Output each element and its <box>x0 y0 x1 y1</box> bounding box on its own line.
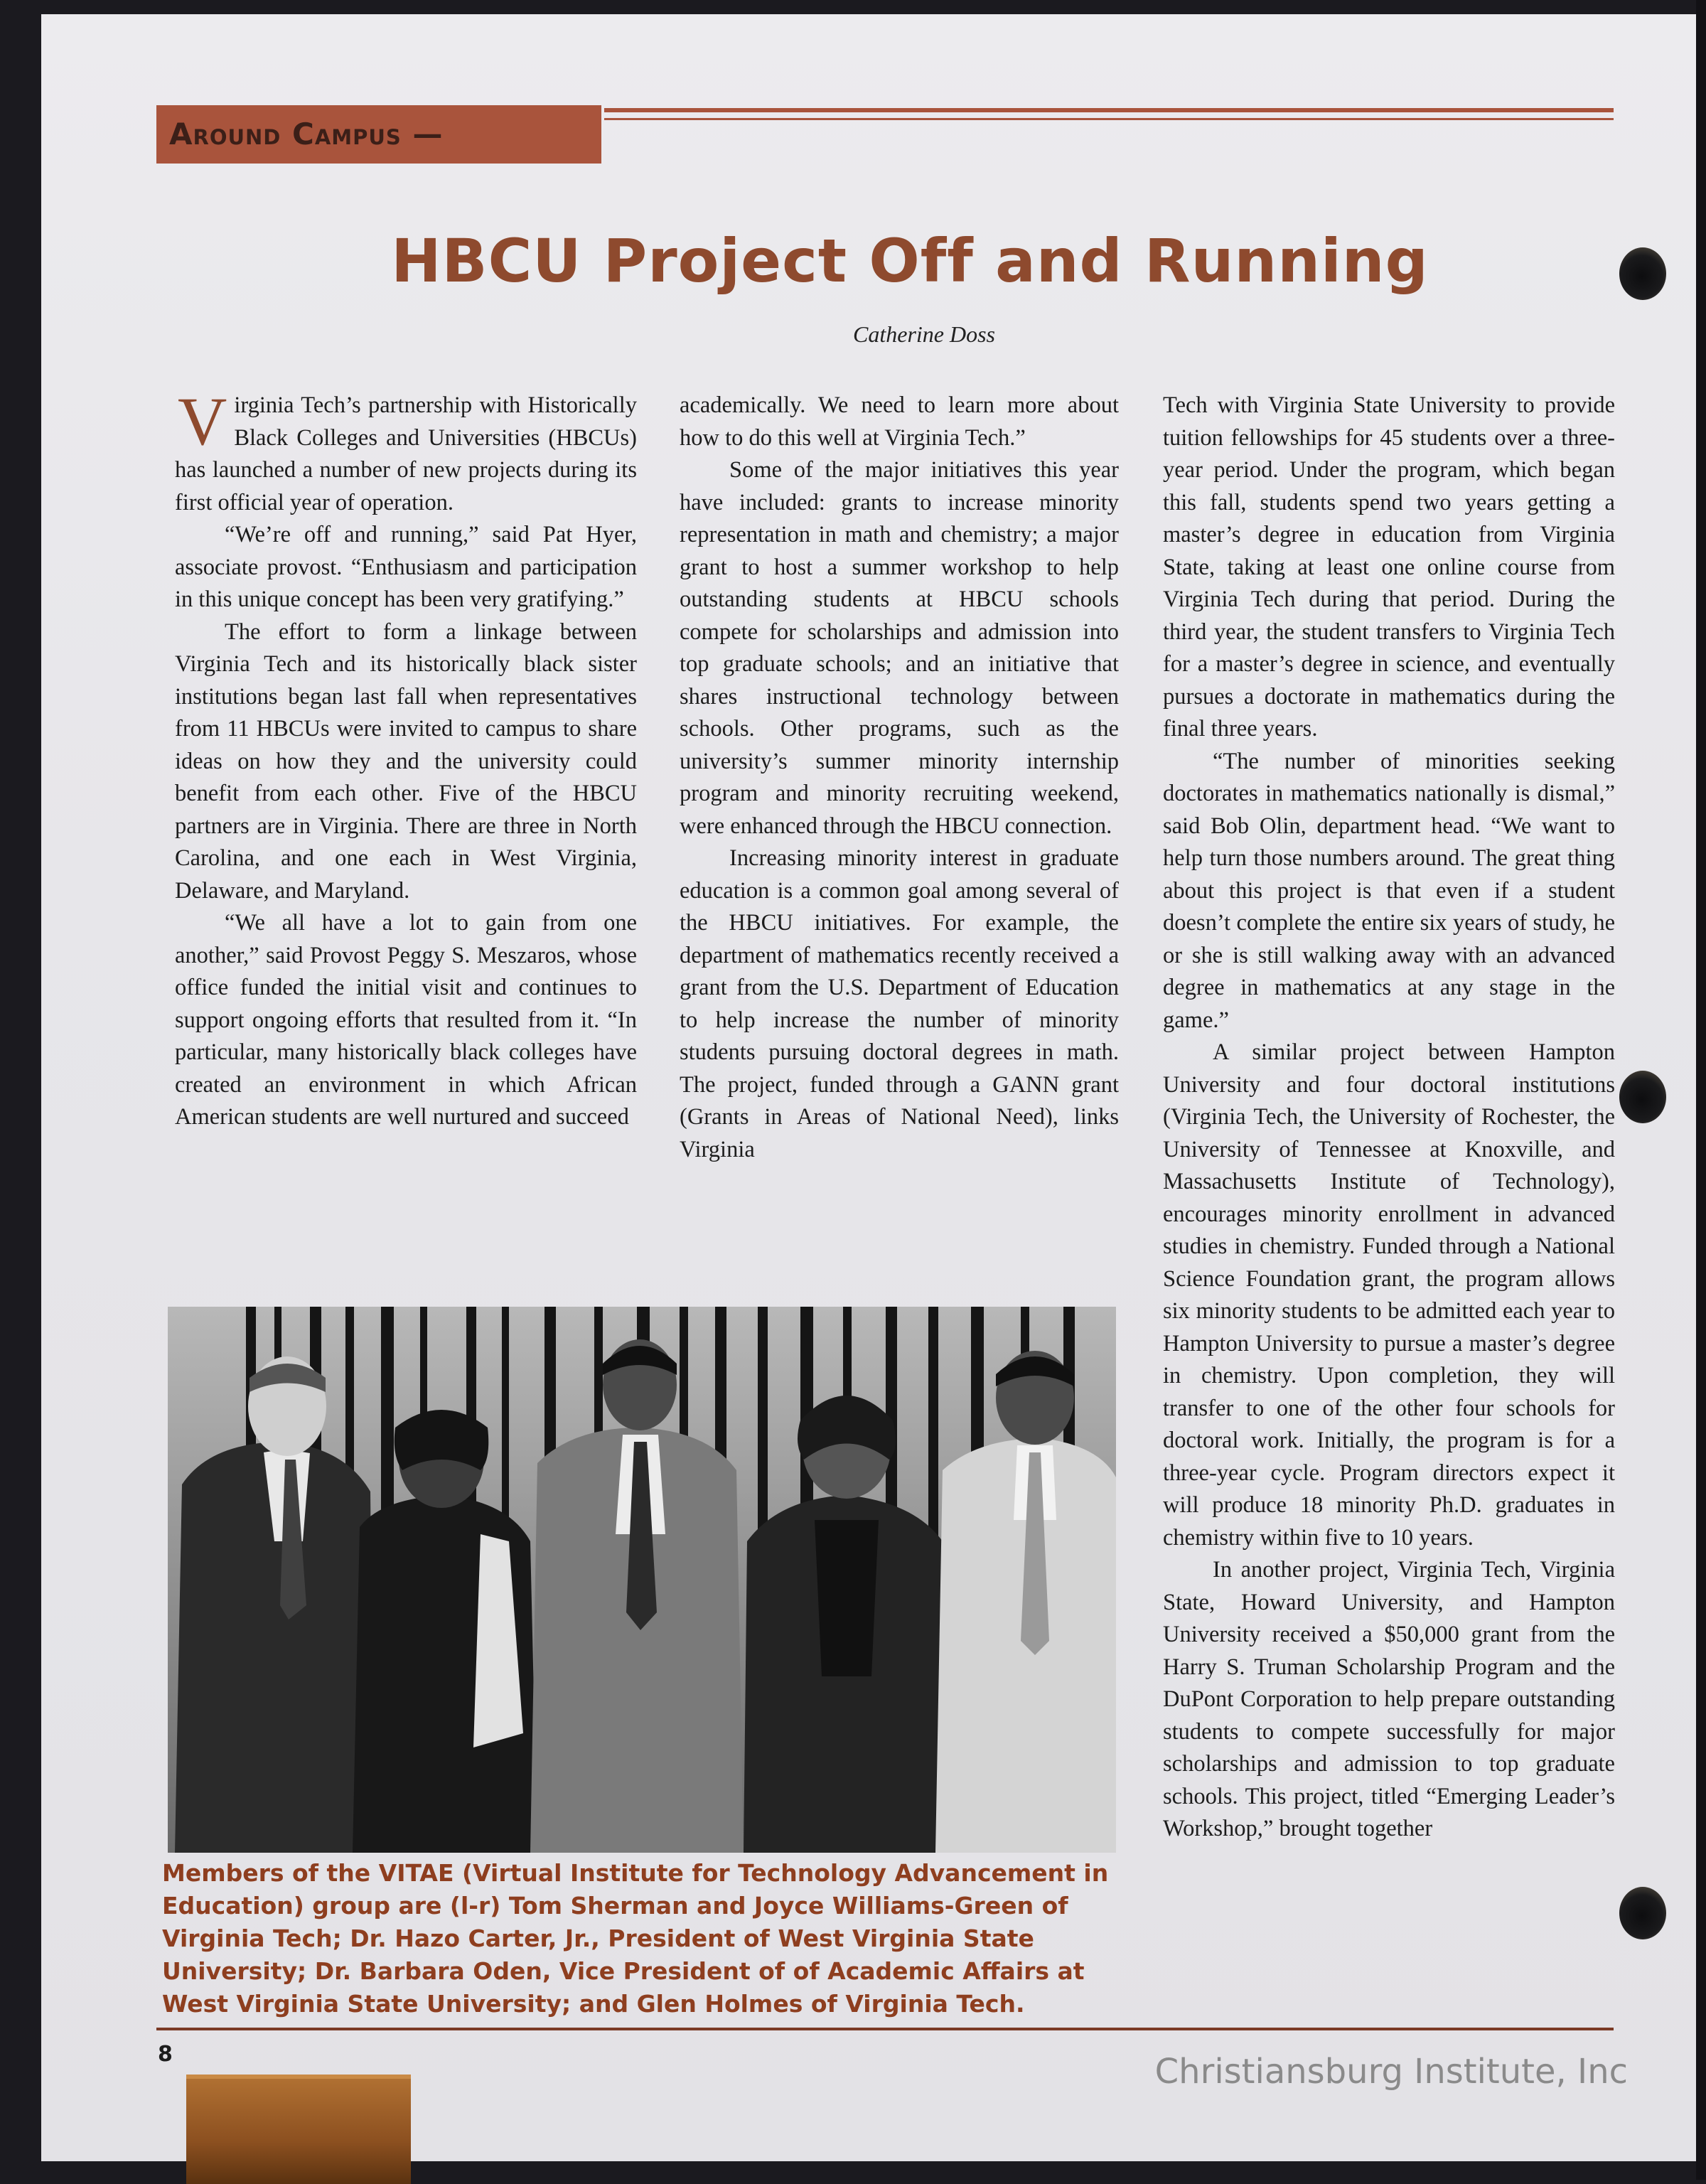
paragraph: “We all have a lot to gain from one another,” said Provost Peggy S. Meszaros, whose office funded the initial visit and continues to support ongoing efforts that resulted from it. “In particular, many historically black colleges have created an environment in which African American students are well nurtured and succeed <box>175 910 637 1130</box>
paragraph: Some of the major initiatives this year have included: grants to increase minority representation in math and chemistry; a major grant to host a summer workshop to help outstanding students at HBCU schools compete for scholarships and admission into top graduate schools; and an initiative that shares instructional technology between schools. Other programs, such as the university’s summer minority internship program and minority recruiting weekend, were enhanced through the HBCU connection. <box>680 457 1119 839</box>
footer-rule <box>156 2028 1614 2030</box>
binder-hole-middle <box>1619 1071 1666 1123</box>
paragraph: Virginia Tech’s partnership with Historically Black Colleges and Universities (HBCUs) has launched a number of new projects during its first official year of operation. <box>175 383 637 515</box>
column-3 <box>1163 390 1615 1846</box>
scan-edge <box>1696 0 1706 2180</box>
section-header: Around Campus — <box>156 105 601 164</box>
paragraph: A similar project between Hampton University and four doctoral institutions (Virginia Tech, the University of Rochester, the University of Tennessee at Knoxville, and Massachusetts Institute of Technology), encourages minority enrollment in advanced studies in chemistry. Funded through a National Science Foundation grant, the program allows six minority students to be admitted each year to Hampton University to pursue a master’s degree in chemistry. Upon completion, they will transfer to one of the other four schools for doctoral work. Initially, the program is for a three-year cycle. Program directors expect it will produce 18 minority Ph.D. graduates in chemistry within five to 10 years. <box>1163 1039 1615 1551</box>
paragraph: “We’re off and running,” said Pat Hyer, associate provost. “Enthusiasm and participation in this unique concept has been very gratifying.” <box>175 522 637 612</box>
photo-caption: Members of the VITAE (Virtual Institute for Technology Advancement in Education) group are (l-r) Tom Sherman and Joyce Williams-Green of Virginia Tech; Dr. Hazo Carter, Jr., President of West Virginia State University; Dr. Barbara Oden, Vice President of of Academic Affairs at West Virginia State University; and Glen Holmes of Virginia Tech. <box>162 1859 1109 2018</box>
group-photo-illustration <box>168 1307 1116 1853</box>
paragraph: The effort to form a linkage between Virginia Tech and its historically black sister institutions began last fall when representatives from 11 HBCUs were invited to campus to share ideas on how they and the university could benefit from each other. Five of the HBCU partners are in Virginia. There are three in North Carolina, and one each in West Virginia, Delaware, and Maryland. <box>175 619 637 904</box>
page-number: 8 <box>158 2042 173 2067</box>
column-2 <box>680 390 1119 1166</box>
paragraph: “The number of minorities seeking doctorates in mathematics nationally is dismal,” said Bob Olin, department head. “We want to help turn those numbers around. The great thing about this project is that even if a student doesn’t complete the entire six years of study, he or she is still walking away with an advanced degree in mathematics at any stage in the game.” <box>1163 748 1615 1033</box>
article-title: HBCU Project Off and Running <box>391 226 1429 296</box>
header-rule-thin <box>604 118 1614 120</box>
paragraph: Increasing minority interest in graduate education is a common goal among several of the HBCU initiatives. For example, the department of mathematics recently received a grant from the U.S. Department of Education to help increase the number of minority students pursuing doctoral degrees in math. The project, funded through a GANN grant (Grants in Areas of National Need), links Virginia <box>680 845 1119 1162</box>
paragraph: academically. We need to learn more about how to do this well at Virginia Tech.” <box>680 392 1119 451</box>
binder-hole-top <box>1619 247 1666 300</box>
header-rule <box>604 108 1614 112</box>
drop-cap: V <box>178 383 227 459</box>
article-byline: Catherine Doss <box>853 321 995 347</box>
binder-hole-bottom <box>1619 1887 1666 1939</box>
paragraph: Tech with Virginia State University to provide tuition fellowships for 45 students over a three-year period. Under the program, which began this fall, students spend two years getting a master’s degree in education from Virginia State, taking at least one online course from Virginia Tech during that period. During the third year, the student transfers to Virginia Tech for a master’s degree in science, and eventually pursues a doctorate in mathematics during the final three years. <box>1163 392 1615 742</box>
folder-tab <box>186 2075 411 2184</box>
column-1 <box>175 383 637 1134</box>
paragraph: In another project, Virginia Tech, Virginia State, Howard University, and Hampton University received a $50,000 grant from the Harry S. Truman Scholarship Program and the DuPont Corporation to help prepare outstanding students to compete successfully for major scholarships and admission to top graduate schools. This project, titled “Emerging Leader’s Workshop,” brought together <box>1163 1557 1615 1841</box>
group-photo <box>168 1307 1116 1853</box>
watermark: Christiansburg Institute, Inc <box>1154 2052 1628 2092</box>
